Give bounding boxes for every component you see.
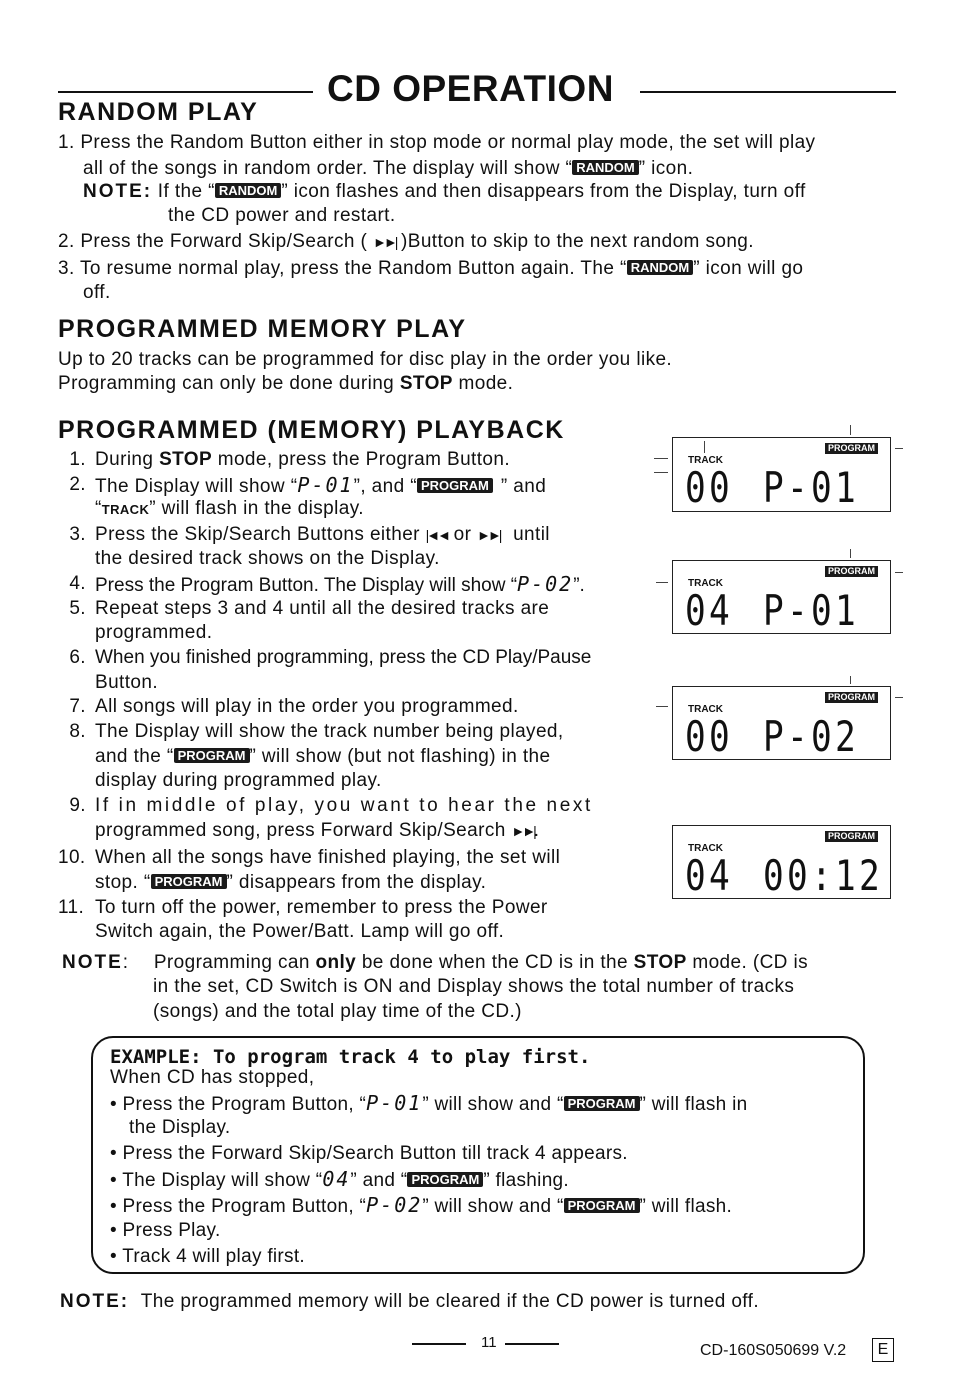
note-2-cont-2: (songs) and the total play time of the CD.): [153, 1001, 522, 1022]
flash-ray: [850, 676, 851, 684]
random-item-3-cont: off.: [83, 282, 111, 303]
step-8: The Display will show the track number being played,: [95, 721, 564, 742]
bullet-dot: •: [110, 1246, 117, 1267]
note-3: NOTE: The programmed memory will be cleared if the CD power is turned off.: [60, 1291, 760, 1312]
program-tag: PROGRAM: [564, 1096, 640, 1111]
flash-ray: [654, 458, 668, 459]
example-bullet-1-cont: the Display.: [129, 1117, 231, 1138]
playback-heading: PROGRAMMED (MEMORY) PLAYBACK: [58, 416, 565, 444]
doc-code: CD-160S050699 V.2: [700, 1342, 847, 1359]
program-tag: PROGRAM: [564, 1198, 640, 1213]
flash-ray: [895, 448, 903, 449]
random-item-2: 2. Press the Forward Skip/Search ( ►►| )Button to skip to the next random song.: [58, 231, 754, 252]
step-number: 6.: [69, 647, 86, 668]
bullet-dot: •: [110, 1196, 117, 1217]
step-number: 3.: [69, 524, 86, 545]
note-2-cont: in the set, CD Switch is ON and Display shows the total number of tracks: [153, 976, 795, 997]
flash-ray: [656, 706, 668, 707]
step-3: Press the Skip/Search Buttons either |◄◄ or ►►| until: [95, 524, 550, 545]
step-number: 5.: [69, 598, 86, 619]
random-item-3: 3. To resume normal play, press the Random Button again. The “ RANDOM ” icon will go: [58, 258, 804, 279]
title-rule-left: [58, 91, 313, 93]
step-6-cont: Button.: [95, 672, 159, 693]
step-2: The Display will show “P-01”, and “ PROGRAM ” and: [95, 473, 547, 497]
segment-text: P-01: [297, 473, 354, 497]
step-11-cont: Switch again, the Power/Batt. Lamp will go off.: [95, 921, 505, 942]
bullet-dot: •: [110, 1143, 117, 1164]
example-title: EXAMPLE: To program track 4 to play first.: [110, 1046, 591, 1068]
example-bullet-1: • Press the Program Button, “P-01” will show and “ PROGRAM ” will flash in: [110, 1091, 748, 1115]
lcd-display-2: TRACK PROGRAM 04 P-01: [672, 560, 891, 634]
flash-ray: [704, 441, 705, 453]
forward-skip-icon: ►►|: [372, 234, 396, 250]
note-2: NOTE: Programming can only be done when the CD is in the STOP mode. (CD is: [62, 952, 809, 973]
flash-ray: [895, 572, 903, 573]
forward-skip-icon: ►►|: [477, 527, 500, 543]
program-tag: PROGRAM: [174, 748, 250, 763]
step-11: To turn off the power, remember to press the Power: [95, 897, 548, 918]
flash-ray: [654, 472, 668, 473]
random-tag: RANDOM: [627, 260, 694, 275]
step-number: 9.: [69, 795, 86, 816]
flash-ray: [850, 425, 851, 435]
example-bullet-2: • Press the Forward Skip/Search Button till track 4 appears.: [110, 1143, 628, 1164]
example-bullet-5: • Press Play.: [110, 1220, 221, 1241]
step-3-cont: the desired track shows on the Display.: [95, 548, 440, 569]
pmp-line-1: Up to 20 tracks can be programmed for disc play in the order you like.: [58, 349, 673, 370]
flash-ray: [895, 697, 903, 698]
random-tag: RANDOM: [572, 160, 639, 175]
segment-text: P-02: [517, 572, 574, 596]
lcd-display-3: TRACK PROGRAM 00 P-02: [672, 686, 891, 760]
random-play-heading: RANDOM PLAY: [58, 98, 259, 126]
step-1: During STOP mode, press the Program Button.: [95, 449, 511, 470]
language-box: E: [872, 1338, 894, 1362]
bullet-dot: •: [110, 1094, 117, 1115]
step-5: Repeat steps 3 and 4 until all the desired tracks are: [95, 598, 550, 619]
step-9-cont: programmed song, press Forward Skip/Search ►►|.: [95, 820, 540, 841]
forward-skip-icon: ►►|: [511, 823, 534, 839]
title-rule-right: [640, 91, 896, 93]
program-tag: PROGRAM: [417, 478, 493, 493]
back-skip-icon: |◄◄: [425, 527, 448, 543]
step-8-cont-2: display during programmed play.: [95, 770, 382, 791]
example-bullet-6: • Track 4 will play first.: [110, 1246, 306, 1267]
random-item-1: 1. Press the Random Button either in stop mode or normal play mode, the set will play: [58, 132, 816, 153]
step-7: All songs will play in the order you programmed.: [95, 696, 519, 717]
lcd-display-1: TRACK PROGRAM 00 P-01: [672, 437, 891, 512]
bullet-dot: •: [110, 1220, 117, 1241]
lcd-display-4: TRACK PROGRAM 04 00:12: [672, 825, 891, 899]
step-10-cont: stop. “ PROGRAM ” disappears from the display.: [95, 872, 487, 893]
programmed-memory-heading: PROGRAMMED MEMORY PLAY: [58, 315, 467, 343]
step-9: If in middle of play, you want to hear the next: [95, 795, 593, 816]
flash-ray: [850, 549, 851, 558]
step-6: When you finished programming, press the CD Play/Pause: [95, 647, 592, 668]
step-number: 7.: [69, 696, 86, 717]
footer-rule-right: [505, 1343, 559, 1345]
pmp-line-2: Programming can only be done during STOP mode.: [58, 373, 514, 394]
example-bullet-4: • Press the Program Button, “P-02” will show and “ PROGRAM ” will flash.: [110, 1193, 733, 1217]
example-intro: When CD has stopped,: [110, 1067, 315, 1088]
step-4: Press the Program Button. The Display will show “P-02”.: [95, 572, 585, 596]
step-number: 2.: [69, 474, 86, 495]
step-10: When all the songs have finished playing, the set will: [95, 847, 561, 868]
example-bullet-3: • The Display will show “04” and “ PROGRAM ” flashing.: [110, 1167, 570, 1191]
random-note-cont: the CD power and restart.: [168, 205, 396, 226]
step-number: 8.: [69, 721, 86, 742]
program-tag: PROGRAM: [407, 1172, 483, 1187]
step-number: 10.: [58, 847, 86, 868]
random-tag: RANDOM: [215, 183, 282, 198]
step-8-cont: and the “ PROGRAM ” will show (but not flashing) in the: [95, 746, 551, 767]
step-number: 1.: [69, 449, 86, 470]
step-number: 4.: [69, 573, 86, 594]
flash-ray: [656, 582, 668, 583]
random-note: NOTE: If the “ RANDOM ” icon flashes and then disappears from the Display, turn off: [83, 181, 806, 202]
step-number: 11.: [58, 897, 85, 918]
footer-rule-left: [412, 1343, 466, 1345]
step-2-cont: “TRACK” will flash in the display.: [95, 498, 364, 519]
page-title: CD OPERATION: [327, 68, 614, 109]
step-5-cont: programmed.: [95, 622, 213, 643]
page-number: 11: [481, 1334, 497, 1351]
program-tag: PROGRAM: [151, 874, 227, 889]
bullet-dot: •: [110, 1170, 117, 1191]
random-item-1-cont: all of the songs in random order. The display will show “ RANDOM ” icon.: [83, 158, 694, 179]
